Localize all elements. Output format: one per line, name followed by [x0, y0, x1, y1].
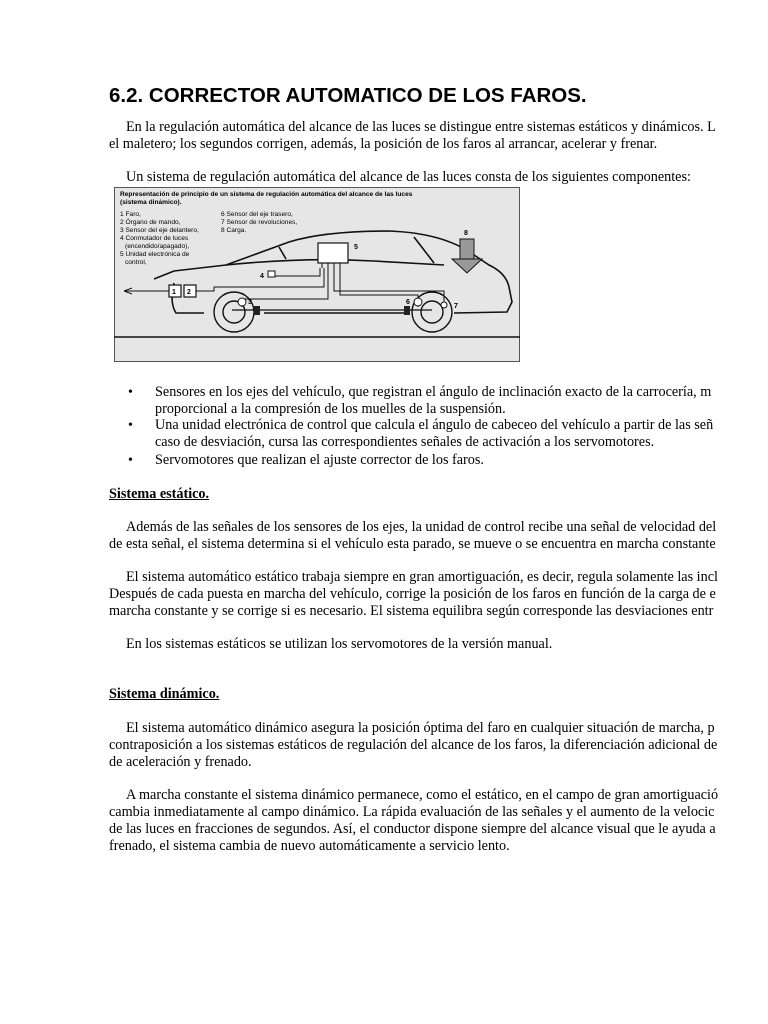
intro-line-2: el maletero; los segundos corrigen, además, la posición de los faros al arrancar, acelerar y frenar. [109, 136, 658, 152]
intro-line-1: En la regulación automática del alcance de las luces se distingue entre sistemas estáticos y dinámicos. L [126, 119, 716, 135]
legend-item: 4 Conmutador de luces [120, 235, 189, 242]
legend-item: 5 Unidad electrónica de [120, 251, 190, 258]
legend-item: 2 Órgano de mando, [120, 219, 181, 226]
dynamic-p1-line-3: de aceleración y frenado. [109, 754, 252, 770]
bullet-1-line-2: proporcional a la compresión de los muelles de la suspensión. [155, 401, 506, 417]
legend-item: 3 Sensor del eje delantero, [120, 227, 199, 234]
dynamic-p2-line-3: de las luces en fracciones de segundos. Así, el conductor dispone siempre del alcance visual que le ayuda a [109, 821, 716, 837]
bullet-1-line-1: Sensores en los ejes del vehículo, que registran el ángulo de inclinación exacto de la carrocería, m [155, 384, 712, 400]
static-p1-line-1: Además de las señales de los sensores de los ejes, la unidad de control recibe una señal de velocidad del [126, 519, 717, 535]
label-8: 8 [464, 230, 468, 237]
bullet-icon: • [128, 385, 133, 400]
dynamic-p2-line-2: cambia inmediatamente al campo dinámico. La rápida evaluación de las señales y el aumento de la velocic [109, 804, 715, 820]
diagram-caption-1: Representación de principio de un sistema de regulación automática del alcance de las luces [120, 191, 413, 198]
static-p3-line-1: En los sistemas estáticos se utilizan los servomotores de la versión manual. [126, 636, 553, 652]
bullet-3-line-1: Servomotores que realizan el ajuste corrector de los faros. [155, 452, 484, 468]
legend-item: (encendido/apagado), [125, 243, 190, 250]
static-p2-line-1: El sistema automático estático trabaja siempre en gran amortiguación, es decir, regula solamente las incl [126, 569, 718, 585]
bullet-icon: • [128, 418, 133, 433]
legend-item: 7 Sensor de revoluciones, [221, 219, 298, 226]
label-6: 6 [406, 299, 410, 306]
dynamic-system-heading: Sistema dinámico. [109, 686, 220, 702]
label-4: 4 [260, 273, 264, 280]
legend-item: 1 Faro, [120, 211, 141, 218]
legend-item: control, [125, 259, 147, 266]
bullet-icon: • [128, 453, 133, 468]
section-title: 6.2. CORRECTOR AUTOMATICO DE LOS FAROS. [109, 84, 587, 107]
bullet-2-line-2: caso de desviación, cursa las correspondientes señales de activación a los servomotores. [155, 434, 655, 450]
static-p2-line-2: Después de cada puesta en marcha del vehículo, corrige la posición de los faros en función de la carga de e [109, 586, 716, 602]
dynamic-p1-line-1: El sistema automático dinámico asegura la posición óptima del faro en cualquier situación de marcha, p [126, 720, 715, 736]
label-2: 2 [187, 289, 191, 296]
dynamic-p2-line-4: frenado, el sistema cambia de nuevo automáticamente a servicio lento. [109, 838, 510, 854]
bullet-2-line-1: Una unidad electrónica de control que calcula el ángulo de cabeceo del vehículo a partir de las señ [155, 417, 714, 433]
static-p1-line-2: de esta señal, el sistema determina si el vehículo esta parado, se mueve o se encuentra en marcha constante [109, 536, 716, 552]
legend-item: 8 Carga. [221, 227, 247, 234]
components-intro: Un sistema de regulación automática del alcance de las luces consta de los siguientes componentes: [126, 169, 691, 185]
static-p2-line-3: marcha constante y se corrige si es necesario. El sistema equilibra según corresponde las desviaciones entr [109, 603, 714, 619]
legend-item: 6 Sensor del eje trasero, [221, 211, 293, 218]
label-1: 1 [172, 289, 176, 296]
label-5: 5 [354, 244, 358, 251]
dynamic-p2-line-1: A marcha constante el sistema dinámico permanece, como el estático, en el campo de gran amortiguació [126, 787, 719, 803]
headlight-system-diagram [114, 187, 520, 362]
static-system-heading: Sistema estático. [109, 486, 210, 502]
label-7: 7 [454, 303, 458, 310]
diagram-caption-2: (sistema dinámico). [120, 199, 182, 206]
dynamic-p1-line-2: contraposición a los sistemas estáticos de regulación del alcance de los faros, la diferenciación adicional de [109, 737, 718, 753]
label-3: 3 [248, 299, 252, 306]
